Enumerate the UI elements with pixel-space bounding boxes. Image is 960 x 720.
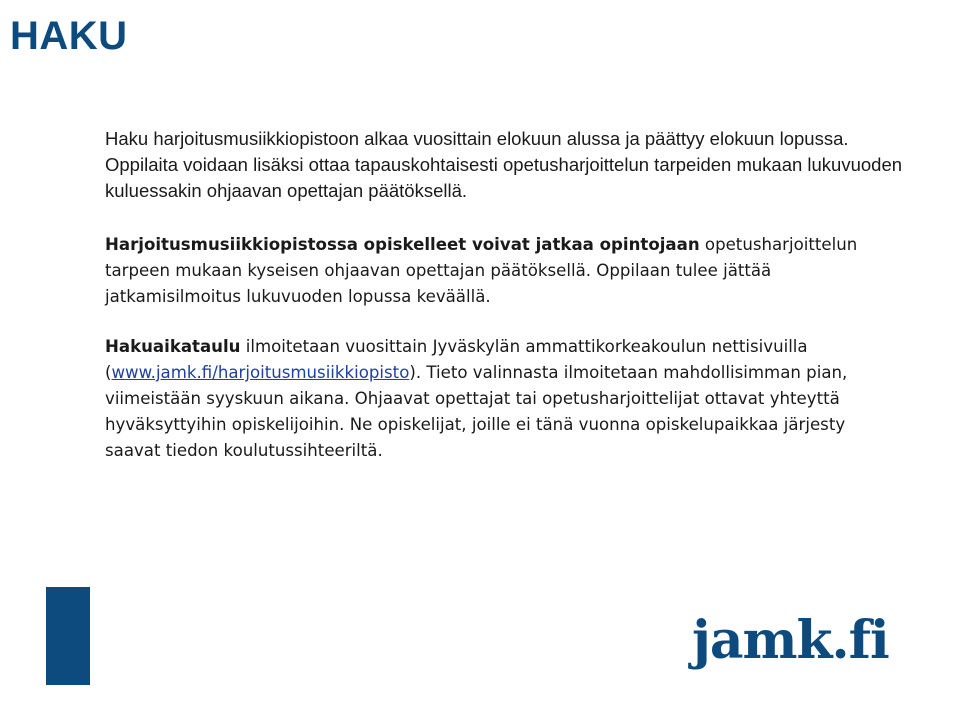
paragraph-text: ). Tieto valinnasta ilmoitetaan mahdollisimman pian, viimeistään syyskuun aikana. Ohjaavat opettajat tai opetusharjoittelijat ottavat yhteyttä hyväksyttyihin opiskelijoihin. Ne opiskelijat, joille ei tänä vuonna opiskelupaikkaa järjesty saavat tiedon koulutussihteeriltä. bbox=[105, 363, 848, 460]
content-area bbox=[105, 126, 905, 488]
paragraph-text: Haku harjoitusmusiikkiopistoon alkaa vuosittain elokuun alussa ja päättyy elokuun lopussa. Oppilaita voidaan lisäksi ottaa tapauskohtaisesti opetusharjoittelun tarpeiden mukaan lukuvuoden kuluessakin ohjaavan opettajan päätöksellä. bbox=[105, 128, 903, 201]
jamk-website-link[interactable]: www.jamk.fi/harjoitusmusiikkiopisto bbox=[111, 363, 410, 382]
paragraph-text: ilmoitetaan vuosittain Jyväskylän ammattikorkeakoulun nettisivuilla ( bbox=[105, 337, 808, 382]
jamk-logo: jamk.fi bbox=[692, 610, 889, 671]
paragraph-bold-lead: Harjoitusmusiikkiopistossa opiskelleet voivat jatkaa opintojaan bbox=[105, 235, 700, 254]
paragraph-continuing-students bbox=[105, 232, 905, 310]
paragraph-bold-lead: Hakuaikataulu bbox=[105, 337, 241, 356]
decorative-blue-bar bbox=[46, 587, 90, 685]
slide-title: HAKU bbox=[10, 14, 128, 58]
paragraph-text: opetusharjoittelun tarpeen mukaan kyseisen ohjaavan opettajan päätöksellä. Oppilaan tulee jättää jatkamisilmoitus lukuvuoden lopussa keväällä. bbox=[105, 235, 858, 306]
paragraph-application-period bbox=[105, 126, 905, 204]
paragraph-schedule bbox=[105, 334, 905, 464]
